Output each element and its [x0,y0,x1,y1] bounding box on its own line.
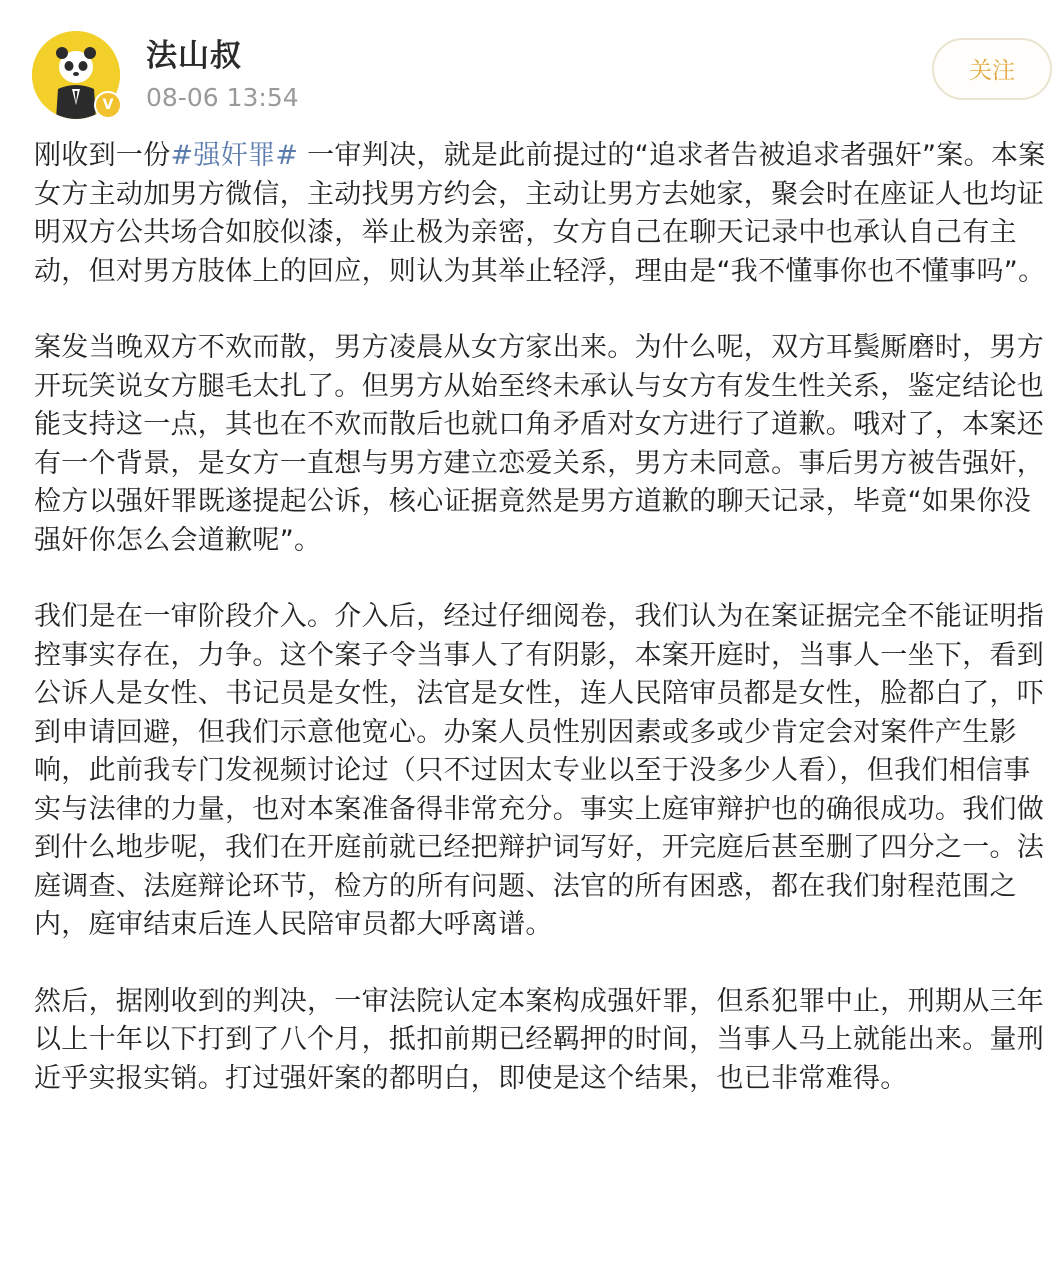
hashtag-link[interactable]: #强奸罪# [170,140,299,171]
paragraph-4: 然后，据刚收到的判决，一审法院认定本案构成强奸罪，但系犯罪中止，刑期从三年以上十年以下打到了八个月，抵扣前期已经羁押的时间，当事人马上就能出来。量刑近乎实报实销。打过强奸案的都明白，即使是这个结果，也已非常难得。 [34,985,1045,1094]
paragraph-3: 我们是在一审阶段介入。介入后，经过仔细阅卷，我们认为在案证据完全不能证明指控事实存在，力争。这个案子令当事人了有阴影，本案开庭时，当事人一坐下，看到公诉人是女性、书记员是女性，法官是女性，连人民陪审员都是女性，脸都白了，吓到申请回避，但我们示意他宽心。办案人员性别因素或多或少肯定会对案件产生影响，此前我专门发视频讨论过（只不过因太专业以至于没多少人看），但我们相信事实与法律的力量，也对本案准备得非常充分。事实上庭审辩护也的确很成功。我们做到什么地步呢，我们在开庭前就已经把辩护词写好，开完庭后甚至删了四分之一。法庭调查、法庭辩论环节，检方的所有问题、法官的所有困惑，都在我们射程范围之内，庭审结束后连人民陪审员都大呼离谱。 [34,601,1045,940]
paragraph-1-lead: 刚收到一份 [34,140,171,171]
paragraph-1 [34,137,1052,291]
avatar[interactable] [32,31,120,119]
post-header [0,0,1058,130]
username[interactable]: 法山叔 [146,38,242,74]
follow-button[interactable]: 关注 [932,38,1052,100]
paragraph-1-body: 一审判决，就是此前提过的“追求者告被追求者强奸”案。本案女方主动加男方微信，主动找男方约会，主动让男方去她家，聚会时在座证人也均证明双方公共场合如胶似漆，举止极为亲密，女方自己在聊天记录中也承认自己有主动，但对男方肢体上的回应，则认为其举止轻浮，理由是“我不懂事你也不懂事吗”。 [34,140,1046,287]
paragraph-2: 案发当晚双方不欢而散，男方凌晨从女方家出来。为什么呢，双方耳鬓厮磨时，男方开玩笑说女方腿毛太扎了。但男方从始至终未承认与女方有发生性关系，鉴定结论也能支持这一点，其也在不欢而散后也就口角矛盾对女方进行了道歉。哦对了，本案还有一个背景，是女方一直想与男方建立恋爱关系，男方未同意。事后男方被告强奸，检方以强奸罪既遂提起公诉，核心证据竟然是男方道歉的聊天记录，毕竟“如果你没强奸你怎么会道歉呢”。 [34,332,1045,556]
post-timestamp: 08-06 13:54 [146,83,299,112]
post-content [34,137,1052,1136]
verified-badge-icon: V [94,91,122,119]
